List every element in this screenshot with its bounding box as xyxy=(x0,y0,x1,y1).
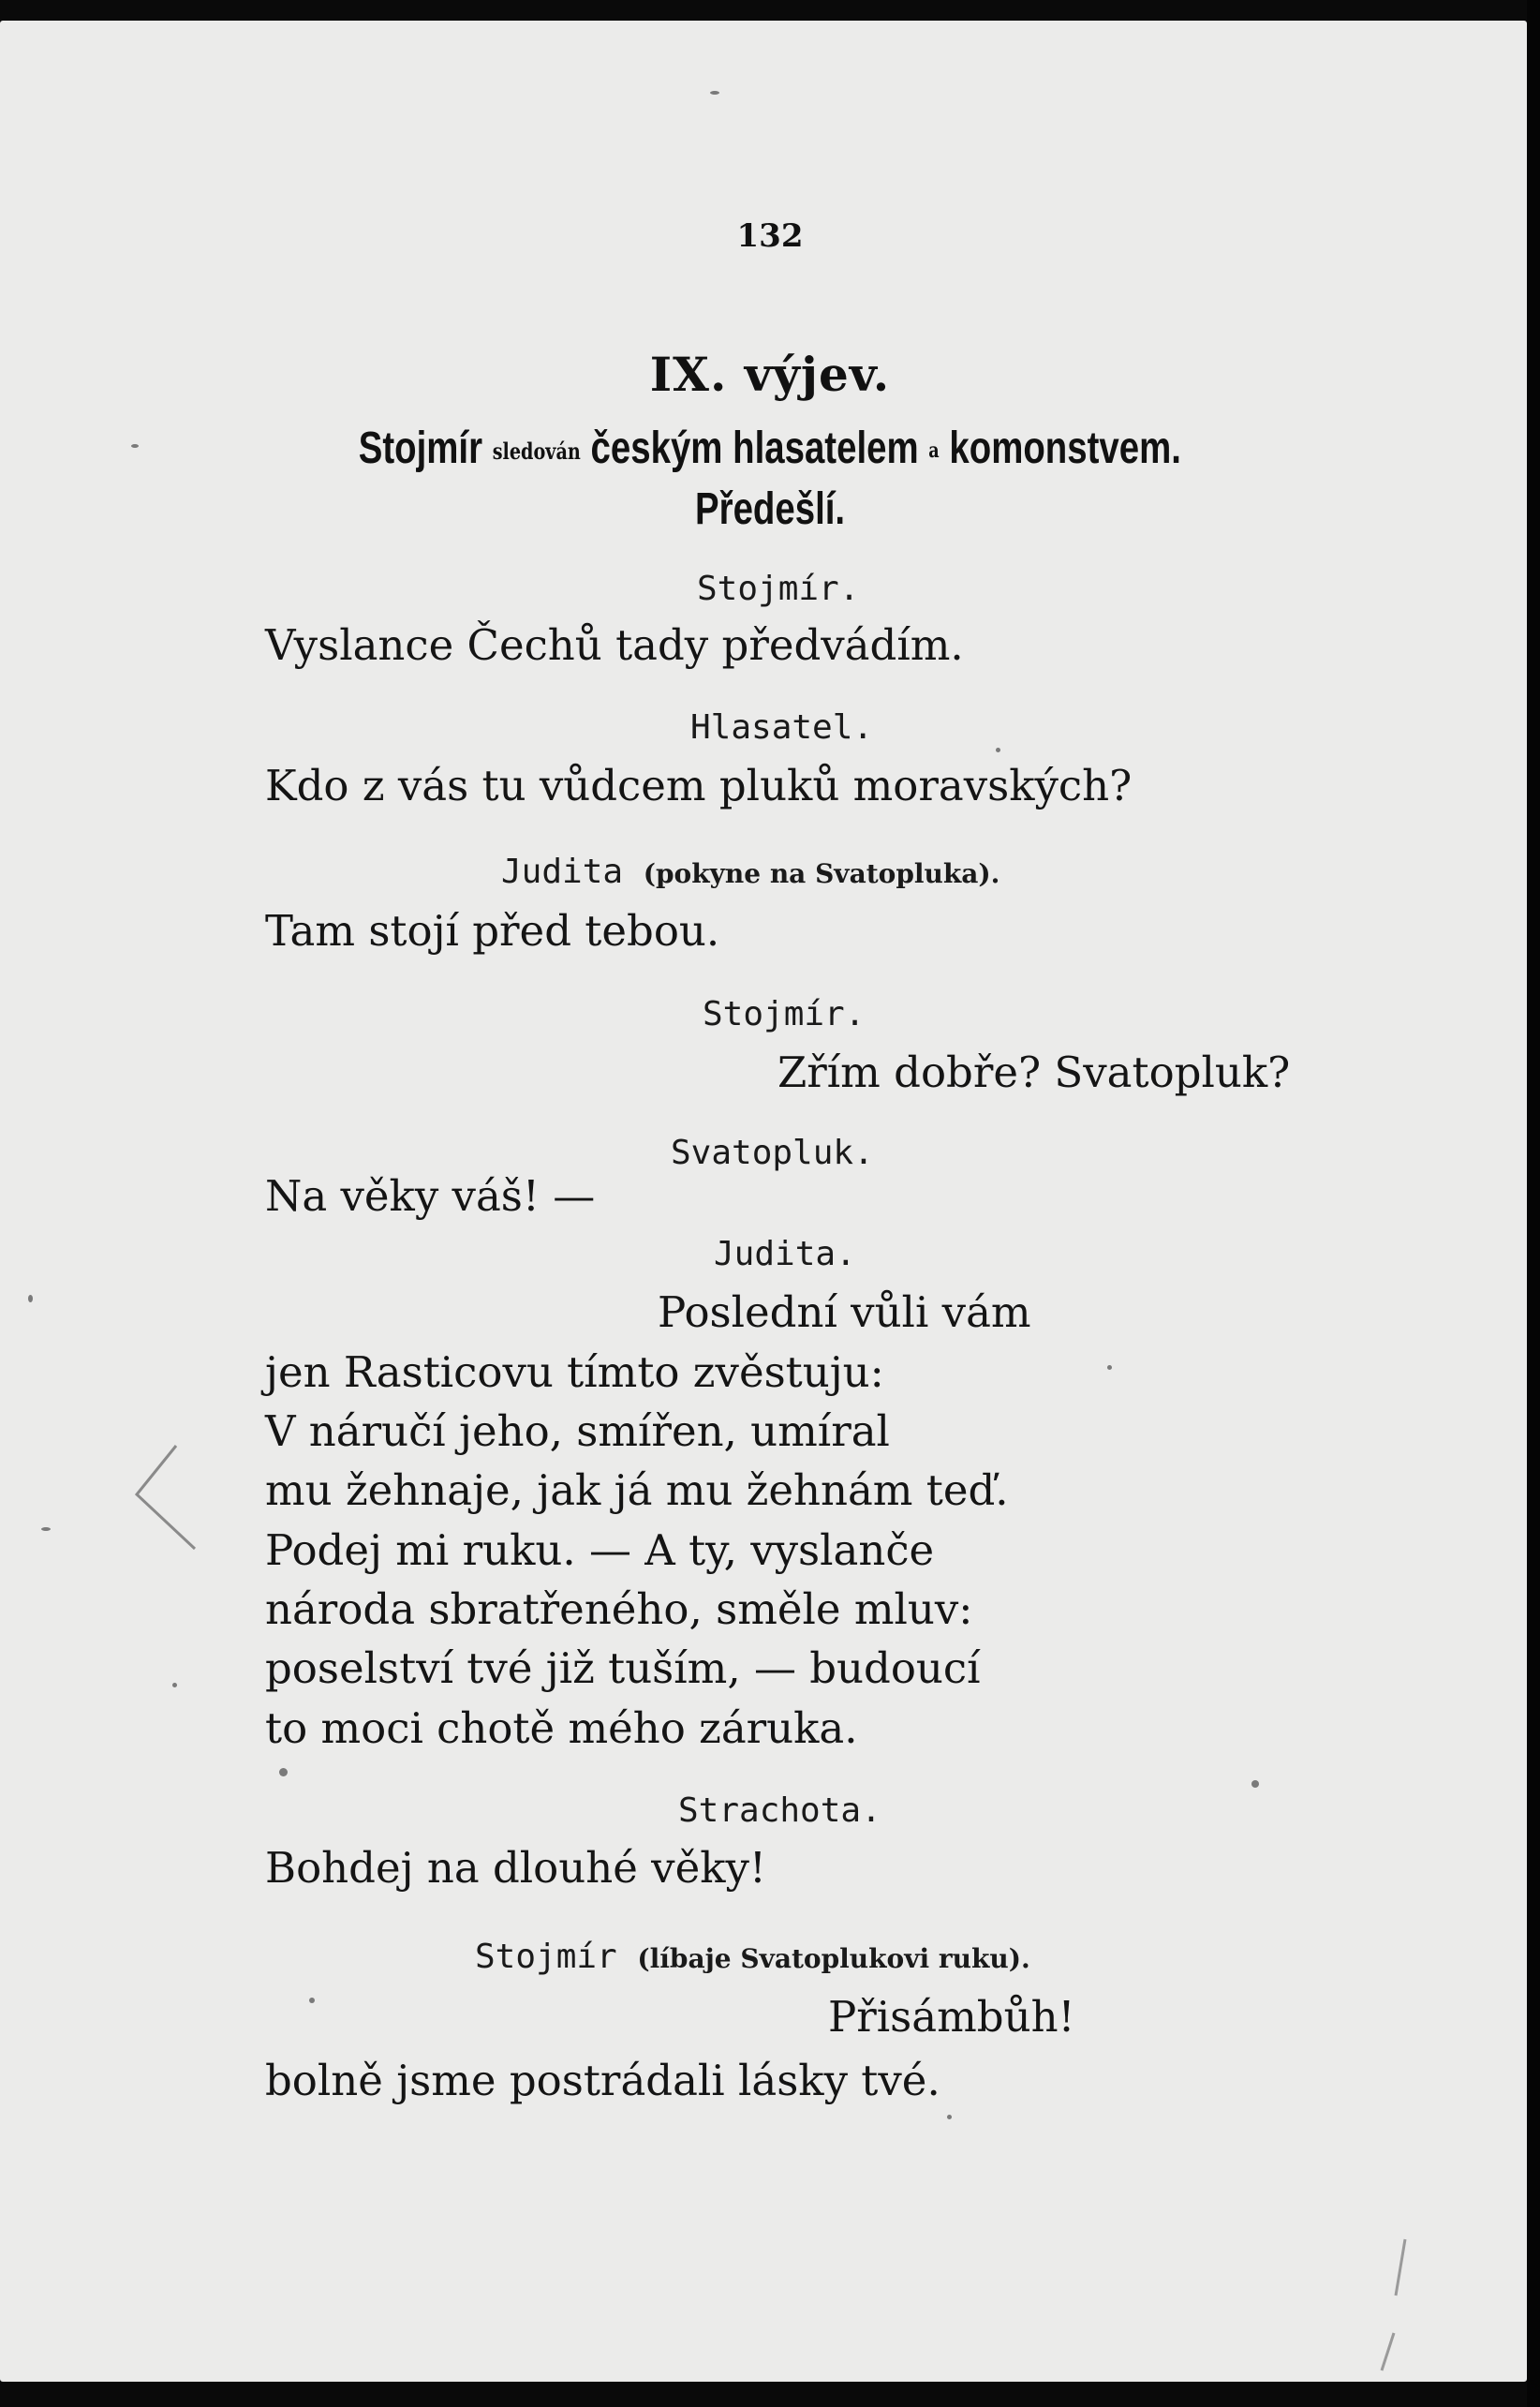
paper-speck xyxy=(710,91,719,95)
verse-line: Podej mi ruku. — A ty, vyslanče xyxy=(265,1525,935,1575)
stage-direction-line-1 xyxy=(0,420,1540,481)
paper-speck xyxy=(1107,1365,1112,1370)
verse-line: Poslední vůli vám xyxy=(658,1287,1031,1337)
paper-speck xyxy=(996,748,1000,752)
stage-direction-line-2 xyxy=(0,481,1540,539)
verse-line: Na věky váš! — xyxy=(265,1171,596,1221)
stage-direction-name: Stojmír xyxy=(358,423,483,473)
stage-direction-herald: českým hlasatelem xyxy=(590,423,919,473)
paper-speck xyxy=(947,2115,952,2119)
speaker-name: Hlasatel. xyxy=(690,708,874,747)
verse-line: Přisámbůh! xyxy=(828,1992,1075,2042)
pencil-scratch-icon xyxy=(1368,2230,1424,2380)
pencil-mark-icon xyxy=(129,1438,204,1560)
verse-line: mu žehnaje, jak já mu žehnám teď. xyxy=(265,1465,1009,1515)
speaker-name: Judita xyxy=(501,853,624,891)
paper-speck xyxy=(1251,1780,1259,1788)
speaker-name: Strachota. xyxy=(678,1791,881,1830)
speaker-name: Stojmír xyxy=(475,1938,617,1976)
paper-speck xyxy=(172,1683,177,1687)
paper-speck xyxy=(28,1295,33,1302)
stage-direction xyxy=(0,420,1540,539)
paper-speck xyxy=(41,1527,51,1531)
speaker-name: Svatopluk. xyxy=(671,1134,874,1172)
verse-line: Tam stojí před tebou. xyxy=(265,906,720,956)
speaker-line xyxy=(475,1938,1030,1976)
verse-line: Vyslance Čechů tady předvádím. xyxy=(265,620,964,670)
stage-direction-line-1-text xyxy=(359,420,1181,481)
speaker-name: Judita. xyxy=(714,1235,856,1273)
verse-line: to moci chotě mého záruka. xyxy=(265,1703,858,1753)
speaker-stage-direction: (líbaje Svatoplukovi ruku). xyxy=(637,1943,1030,1974)
scene-title: IX. výjev. xyxy=(649,347,891,402)
speaker-line xyxy=(501,853,1000,891)
speaker-name: Stojmír. xyxy=(703,995,866,1033)
verse-line: poselství tvé již tuším, — budoucí xyxy=(265,1643,981,1693)
stage-direction-previous: Předešlí. xyxy=(694,484,846,534)
speaker-name: Stojmír. xyxy=(697,570,860,608)
stage-direction-retinue: komonstvem. xyxy=(949,423,1182,473)
verse-line: Zřím dobře? Svatopluk? xyxy=(777,1047,1291,1097)
speaker-stage-direction: (pokyne na Svatopluka). xyxy=(643,858,1000,889)
verse-line: Kdo z vás tu vůdcem pluků moravských? xyxy=(265,761,1133,810)
paper-speck xyxy=(309,1998,315,2003)
verse-line: jen Rasticovu tímto zvěstuju: xyxy=(265,1347,884,1397)
verse-line: národa sbratřeného, směle mluv: xyxy=(265,1584,973,1634)
verse-line: V náručí jeho, smířen, umíral xyxy=(265,1406,890,1456)
stage-direction-conjunction: a xyxy=(928,438,940,463)
paper-speck xyxy=(279,1768,288,1776)
verse-line: bolně jsme postrádali lásky tvé. xyxy=(265,2056,940,2105)
verse-line: Bohdej na dlouhé věky! xyxy=(265,1843,766,1893)
stage-direction-small-word: sledován xyxy=(492,438,581,465)
page-number: 132 xyxy=(736,217,804,255)
